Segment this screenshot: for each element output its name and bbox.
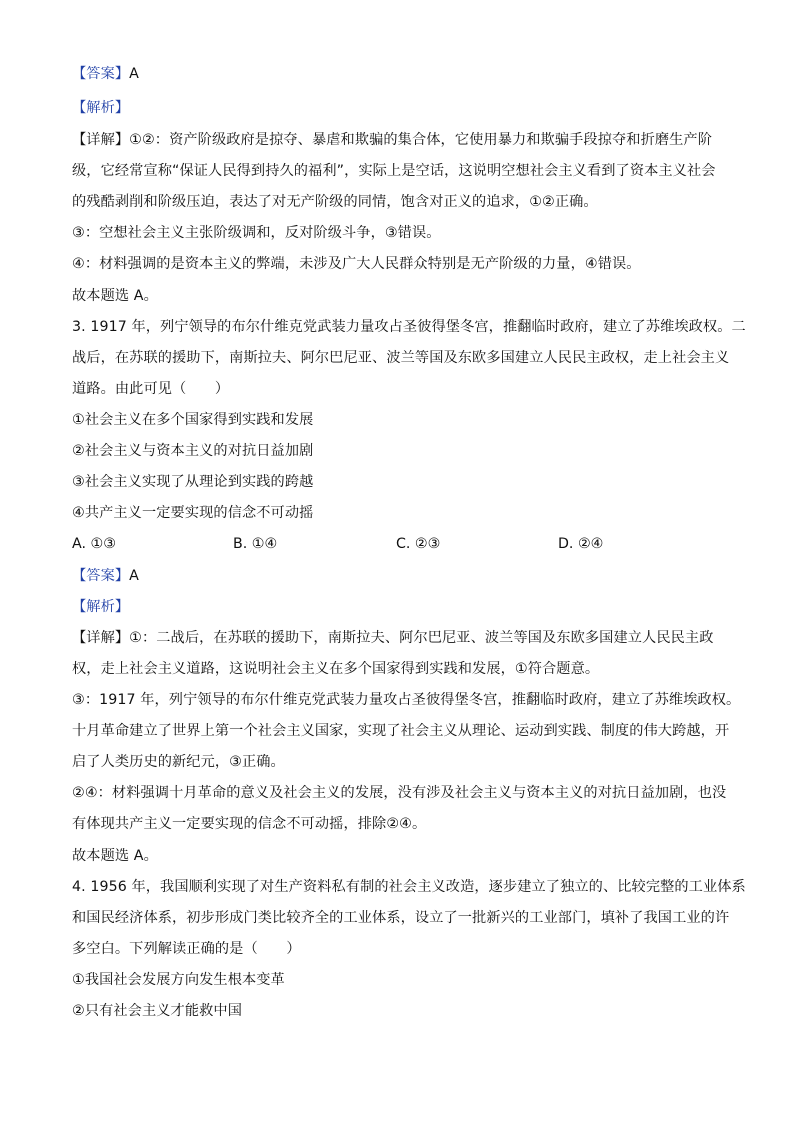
conclusion-line: 故本题选 A。 — [72, 848, 158, 864]
statement-item: ②只有社会主义才能救中国 — [72, 1003, 242, 1019]
statement-item: ①我国社会发展方向发生根本变革 — [72, 972, 285, 988]
statement-item: ③社会主义实现了从理论到实践的跨越 — [72, 474, 314, 490]
option-b: B. ①④ — [233, 536, 278, 552]
option-d: D. ②④ — [558, 536, 604, 552]
analysis-line: ②④：材料强调十月革命的意义及社会主义的发展，没有涉及社会主义与资本主义的对抗日益加剧，也没 — [72, 785, 727, 801]
question-4-stem: 和国民经济体系，初步形成门类比较齐全的工业体系，设立了一批新兴的工业部门，填补了我国工业的许 — [72, 910, 730, 926]
question-3-stem: 3. 1917 年，列宁领导的布尔什维克党武装力量攻占圣彼得堡冬宫，推翻临时政府，建立了苏维埃政权。二 — [72, 319, 746, 335]
statement-item: ①社会主义在多个国家得到实践和发展 — [72, 412, 314, 428]
option-a: A. ①③ — [72, 536, 116, 552]
analysis-line: ③：1917 年，列宁领导的布尔什维克党武装力量攻占圣彼得堡冬宫，推翻临时政府，建立了苏维埃政权。 — [72, 692, 741, 708]
analysis-line — [72, 628, 713, 648]
statement-item: ②社会主义与资本主义的对抗日益加剧 — [72, 443, 314, 459]
analysis-line: ③：空想社会主义主张阶级调和，反对阶级斗争，③错误。 — [72, 225, 441, 241]
question-4-stem: 4. 1956 年，我国顺利实现了对生产资料私有制的社会主义改造，逐步建立了独立的、比较完整的工业体系 — [72, 879, 746, 895]
conclusion-line: 故本题选 A。 — [72, 288, 158, 304]
analysis-line: 有体现共产主义一定要实现的信念不可动摇，排除②④。 — [72, 816, 427, 832]
question-3-stem: 战后，在苏联的援助下，南斯拉夫、阿尔巴尼亚、波兰等国及东欧多国建立人民民主政权，走上社会主义 — [72, 350, 730, 366]
analysis-line: 权，走上社会主义道路，这说明社会主义在多个国家得到实践和发展，①符合题意。 — [72, 661, 600, 677]
analysis-line — [72, 130, 712, 150]
analysis-text: ①：二战后，在苏联的援助下，南斯拉夫、阿尔巴尼亚、波兰等国及东欧多国建立人民民主政 — [129, 630, 714, 646]
analysis-heading — [72, 98, 129, 118]
question-3-stem: 道路。由此可见（ ） — [72, 381, 230, 397]
answer-value: A — [129, 568, 139, 584]
question-4-stem: 多空白。下列解读正确的是（ ） — [72, 941, 301, 957]
analysis-heading — [72, 597, 129, 617]
analysis-line: 十月革命建立了世界上第一个社会主义国家，实现了社会主义从理论、运动到实践、制度的伟大跨越，开 — [72, 723, 730, 739]
answer-value: A — [129, 66, 139, 82]
analysis-tag: 【解析】 — [72, 599, 130, 615]
analysis-line: 启了人类历史的新纪元，③正确。 — [72, 754, 285, 770]
analysis-text: ①②：资产阶级政府是掠夺、暴虐和欺骗的集合体，它使用暴力和欺骗手段掠夺和折磨生产阶 — [129, 132, 713, 148]
answer-tag: 【答案】 — [72, 568, 130, 584]
statement-item: ④共产主义一定要实现的信念不可动摇 — [72, 505, 314, 521]
detail-tag: 【详解】 — [72, 132, 130, 148]
answer-line — [72, 64, 139, 84]
analysis-line: 的残酷剥削和阶级压迫，表达了对无产阶级的同情，饱含对正义的追求，①②正确。 — [72, 194, 598, 210]
option-c: C. ②③ — [396, 536, 441, 552]
analysis-line: ④：材料强调的是资本主义的弊端，未涉及广大人民群众特别是无产阶级的力量，④错误。 — [72, 256, 641, 272]
answer-tag: 【答案】 — [72, 66, 130, 82]
answer-line — [72, 566, 139, 586]
detail-tag: 【详解】 — [72, 630, 130, 646]
analysis-tag: 【解析】 — [72, 100, 130, 116]
analysis-line: 级，它经常宣称“保证人民得到持久的福利”，实际上是空话，这说明空想社会主义看到了资本主义社会 — [72, 163, 716, 179]
